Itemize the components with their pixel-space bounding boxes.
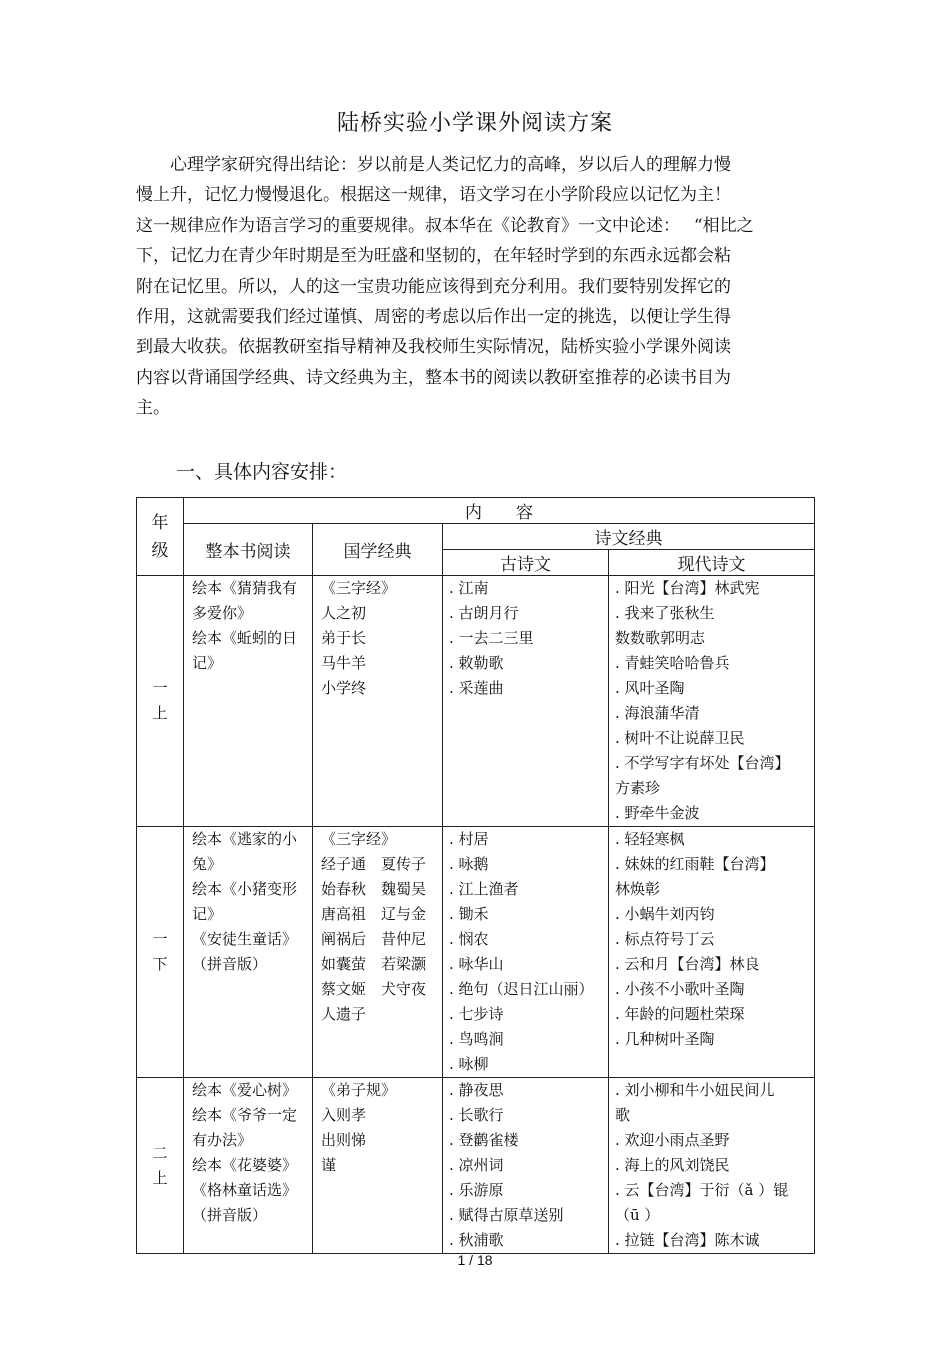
section-heading: 一、具体内容安排： (176, 461, 348, 483)
intro-line: 这一规律应作为语言学习的重要规律。叔本华在《论教育》一文中论述： “相比之 (136, 215, 754, 236)
ancient-poem-cell (443, 827, 609, 1078)
cell-line: 歌 (615, 1106, 631, 1124)
cell-line: 绘本《逃家的小 (192, 830, 298, 848)
cell-line: 绘本《蚯蚓的日 (192, 629, 298, 647)
cell-line: 多爱你》 (192, 604, 253, 622)
cell-line: . 赋得古原草送别 (449, 1206, 564, 1224)
cell-line: . 野牵牛金波 (615, 804, 700, 822)
cell-line: . 我来了张秋生 (615, 604, 715, 622)
cell-line: 《安徒生童话》 (192, 930, 298, 948)
cell-line: 记》 (192, 654, 223, 672)
cell-line: 马牛羊 (321, 654, 367, 672)
cell-line: . 静夜思 (449, 1081, 504, 1099)
cell-line: 方素珍 (615, 779, 661, 797)
cell-line: 入则孝 (321, 1106, 367, 1124)
cell-line: . 咏鹅 (449, 855, 489, 873)
cell-line: 唐高祖 辽与金 (321, 905, 427, 923)
cell-line: 人之初 (321, 604, 367, 622)
cell-line: 阐祸后 昔仲尼 (321, 930, 427, 948)
cell-line: （拼音版） (192, 1206, 268, 1224)
header-whole-book: 整本书阅读 (184, 524, 313, 576)
cell-line: （拼音版） (192, 955, 268, 973)
cell-line: . 乐游原 (449, 1181, 504, 1199)
guoxue-cell (313, 827, 443, 1078)
cell-line: （ū ） (615, 1206, 660, 1224)
cell-line: . 树叶不让说薛卫民 (615, 729, 745, 747)
cell-line: . 江南 (449, 579, 489, 597)
cell-line: 绘本《花婆婆》 (192, 1156, 298, 1174)
cell-line: . 不学写字有坏处【台湾】 (615, 754, 790, 772)
grade-cell (137, 1078, 184, 1254)
intro-line: 到最大收获。依据教研室指导精神及我校师生实际情况，陆桥实验小学课外阅读 (136, 337, 731, 358)
cell-line: 始春秋 魏蜀吴 (321, 880, 427, 898)
cell-line: . 鸟鸣涧 (449, 1030, 504, 1048)
grade-row (137, 576, 815, 827)
cell-line: 人遗子 (321, 1005, 367, 1023)
cell-line: 《弟子规》 (321, 1081, 397, 1099)
cell-line: . 海上的风刘饶民 (615, 1156, 730, 1174)
cell-line: . 小蜗牛刘丙钧 (615, 905, 715, 923)
cell-line: . 绝句（迟日江山丽） (449, 980, 594, 998)
header-content: 内 容 (184, 498, 815, 524)
cell-line: 《格林童话选》 (192, 1181, 298, 1199)
cell-line: 谨 (321, 1156, 337, 1174)
cell-line: . 咏柳 (449, 1055, 489, 1073)
whole-book-cell (184, 576, 313, 827)
intro-line: 附在记忆里。所以，人的这一宝贵功能应该得到充分利用。我们要特别发挥它的 (136, 276, 731, 297)
cell-line: . 七步诗 (449, 1005, 504, 1023)
grade-cell (137, 827, 184, 1078)
cell-line: 《三字经》 (321, 830, 397, 848)
cell-line: . 轻轻寒枫 (615, 830, 685, 848)
cell-line: . 云【台湾】于衍（ǎ ）锟 (615, 1181, 789, 1199)
reading-plan-table (136, 497, 815, 1254)
cell-line: . 采莲曲 (449, 679, 504, 697)
cell-line: . 欢迎小雨点圣野 (615, 1131, 730, 1149)
header-modern: 现代诗文 (609, 550, 815, 576)
modern-poem-cell (609, 1078, 815, 1254)
whole-book-cell (184, 827, 313, 1078)
page-number: 1 / 18 (457, 1252, 493, 1268)
header-shiwen: 诗文经典 (443, 524, 815, 550)
cell-line: . 咏华山 (449, 955, 504, 973)
cell-line: 记》 (192, 905, 223, 923)
cell-line: . 阳光【台湾】林武宪 (615, 579, 760, 597)
cell-line: . 凉州词 (449, 1156, 504, 1174)
modern-poem-cell (609, 576, 815, 827)
cell-line: . 长歌行 (449, 1106, 504, 1124)
cell-line: . 风叶圣陶 (615, 679, 685, 697)
whole-book-cell (184, 1078, 313, 1254)
cell-line: 绘本《爷爷一定 (192, 1106, 298, 1124)
cell-line: 弟于长 (321, 629, 367, 647)
header-grade: 年级 (137, 498, 184, 576)
cell-line: 经子通 夏传子 (321, 855, 427, 873)
cell-line: . 敕勒歌 (449, 654, 504, 672)
cell-line: 绘本《爱心树》 (192, 1081, 298, 1099)
header-ancient: 古诗文 (443, 550, 609, 576)
cell-line: 《三字经》 (321, 579, 397, 597)
guoxue-cell (313, 576, 443, 827)
grade-label: 二上 (152, 1143, 168, 1187)
cell-line: 数数歌郭明志 (615, 629, 706, 647)
cell-line: . 一去二三里 (449, 629, 534, 647)
cell-line: 如囊萤 若梁灏 (321, 955, 427, 973)
intro-line: 内容以背诵国学经典、诗文经典为主，整本书的阅读以教研室推荐的必读书目为 (136, 367, 731, 388)
document-title: 陆桥实验小学课外阅读方案 (336, 111, 613, 136)
ancient-poem-cell (443, 1078, 609, 1254)
cell-line: . 标点符号丁云 (615, 930, 715, 948)
cell-line: . 悯农 (449, 930, 489, 948)
cell-line: 小学终 (321, 679, 367, 697)
intro-line: 下，记忆力在青少年时期是至为旺盛和坚韧的，在年轻时学到的东西永远都会粘 (136, 246, 731, 267)
grade-row (137, 827, 815, 1078)
cell-line: . 拉链【台湾】陈木诚 (615, 1231, 760, 1249)
grade-label: 一上 (152, 679, 168, 722)
ancient-poem-cell (443, 576, 609, 827)
cell-line: . 年龄的问题杜荣琛 (615, 1005, 745, 1023)
cell-line: . 刘小柳和牛小妞民间儿 (615, 1081, 775, 1099)
intro-line: 心理学家研究得出结论：岁以前是人类记忆力的高峰，岁以后人的理解力慢 (170, 155, 731, 175)
cell-line: 出则悌 (321, 1131, 367, 1149)
intro-line: 主。 (136, 398, 170, 419)
grade-row (137, 1078, 815, 1254)
cell-line: 有办法》 (192, 1131, 253, 1149)
intro-paragraph (136, 150, 816, 424)
guoxue-cell (313, 1078, 443, 1254)
cell-line: . 江上渔者 (449, 880, 519, 898)
cell-line: 兔》 (192, 855, 223, 873)
cell-line: . 登鹳雀楼 (449, 1131, 519, 1149)
cell-line: . 云和月【台湾】林良 (615, 955, 760, 973)
cell-line: . 秋浦歌 (449, 1231, 504, 1249)
cell-line: 绘本《猜猜我有 (192, 579, 298, 597)
cell-line: 蔡文姬 犬守夜 (321, 980, 427, 998)
grade-cell (137, 576, 184, 827)
intro-line: 作用，这就需要我们经过谨慎、周密的考虑以后作出一定的挑选，以便让学生得 (136, 306, 731, 327)
cell-line: . 青蛙笑哈哈鲁兵 (615, 654, 730, 672)
cell-line: . 村居 (449, 830, 489, 848)
cell-line: . 海浪蒲华清 (615, 704, 700, 722)
cell-line: . 几种树叶圣陶 (615, 1030, 715, 1048)
modern-poem-cell (609, 827, 815, 1078)
cell-line: 林焕彰 (615, 880, 661, 898)
intro-line: 慢上升，记忆力慢慢退化。根据这一规律，语文学习在小学阶段应以记忆为主！ (136, 185, 731, 206)
cell-line: . 妹妹的红雨鞋【台湾】 (615, 855, 775, 873)
cell-line: . 古朗月行 (449, 604, 519, 622)
cell-line: . 锄禾 (449, 905, 489, 923)
cell-line: 绘本《小猪变形 (192, 880, 298, 898)
grade-label: 一下 (152, 930, 168, 973)
header-guoxue: 国学经典 (313, 524, 443, 576)
cell-line: . 小孩不小歌叶圣陶 (615, 980, 745, 998)
